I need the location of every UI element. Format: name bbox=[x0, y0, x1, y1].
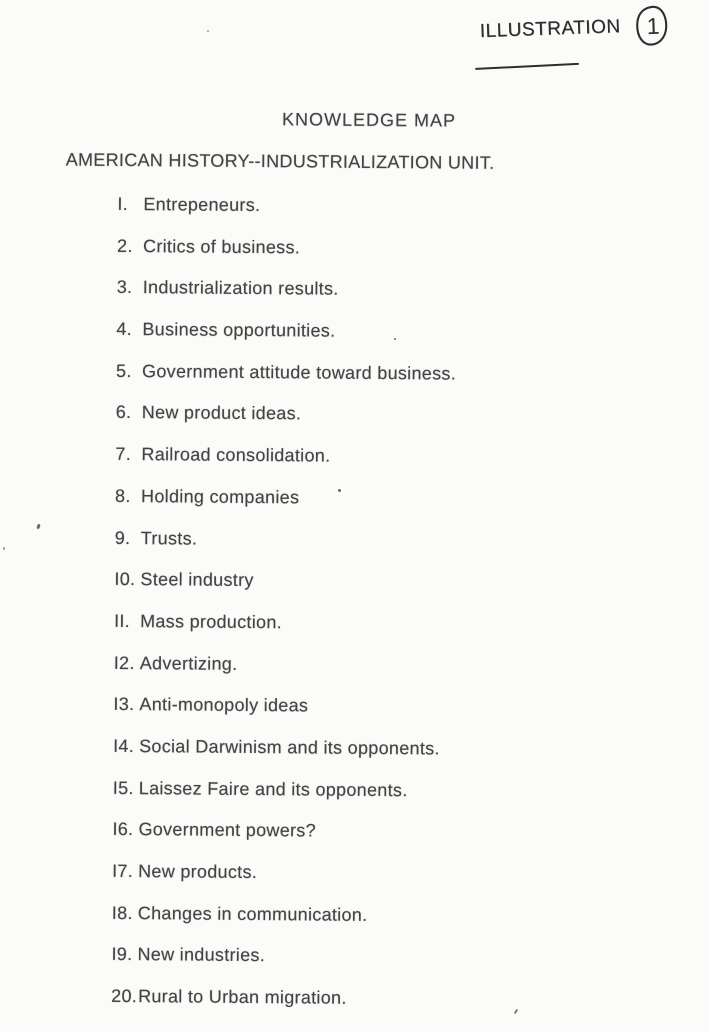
list-item bbox=[0, 985, 701, 1032]
list-item-number: 9. bbox=[114, 527, 131, 548]
list-item-number: I8. bbox=[111, 902, 133, 923]
list-item-text: Rural to Urban migration. bbox=[138, 986, 347, 1008]
list-item-number: I5. bbox=[112, 777, 134, 798]
list-item-text: Government attitude toward business. bbox=[142, 360, 457, 384]
list-item-text: Government powers? bbox=[138, 819, 317, 841]
list-item-text: Advertizing. bbox=[139, 652, 238, 674]
list-item-text: Business opportunities. bbox=[142, 319, 336, 341]
list-item-text: Critics of business. bbox=[142, 235, 301, 258]
list-item-number: 2. bbox=[116, 235, 133, 256]
list-item-number: 3. bbox=[116, 277, 133, 298]
list-item-text: Anti-monopoly ideas bbox=[139, 694, 309, 716]
list-item bbox=[0, 401, 706, 448]
list-item-number: I2. bbox=[113, 652, 135, 673]
scan-speck bbox=[3, 547, 5, 550]
list-item-text: Steel industry bbox=[140, 569, 254, 591]
list-item-number: I9. bbox=[111, 944, 133, 965]
list-item bbox=[0, 902, 702, 949]
list-item-number: 6. bbox=[115, 402, 132, 423]
list-item-number: I. bbox=[117, 193, 129, 215]
list-item-text: Laissez Faire and its opponents. bbox=[138, 777, 408, 800]
list-item-number: 20. bbox=[111, 985, 138, 1007]
list-item-text: Holding companies bbox=[141, 485, 300, 508]
list-item bbox=[0, 777, 703, 824]
list-item-text: Trusts. bbox=[140, 527, 198, 549]
figure-number-text: 1 bbox=[646, 12, 661, 40]
list-item-number: 4. bbox=[116, 318, 133, 340]
list-item-number: I6. bbox=[112, 819, 134, 840]
knowledge-map-list bbox=[0, 193, 707, 1032]
page-subtitle: AMERICAN HISTORY--INDUSTRIALIZATION UNIT. bbox=[65, 149, 495, 173]
list-item bbox=[0, 818, 703, 865]
list-item-number: I7. bbox=[112, 860, 134, 882]
list-item bbox=[0, 735, 703, 782]
illustration-label: ILLUSTRATION bbox=[479, 16, 621, 43]
list-item bbox=[0, 193, 707, 240]
list-item-number: 7. bbox=[115, 444, 132, 465]
list-item-text: Industrialization results. bbox=[142, 277, 339, 300]
list-item bbox=[0, 943, 702, 990]
list-item bbox=[0, 443, 705, 490]
list-item-number: 8. bbox=[115, 485, 131, 506]
list-item-text: New products. bbox=[138, 861, 258, 883]
list-item bbox=[0, 360, 706, 407]
list-item bbox=[0, 652, 704, 699]
list-item bbox=[0, 693, 704, 740]
scan-speck bbox=[338, 489, 341, 492]
list-item bbox=[0, 485, 705, 532]
scan-speck bbox=[394, 338, 396, 340]
list-item-number: 5. bbox=[116, 360, 132, 381]
list-item bbox=[0, 526, 705, 573]
page-title: KNOWLEDGE MAP bbox=[281, 109, 457, 131]
list-item bbox=[0, 235, 707, 282]
list-item-number: I0. bbox=[114, 569, 136, 590]
list-item bbox=[0, 610, 704, 657]
list-item-text: Railroad consolidation. bbox=[141, 444, 331, 466]
list-item-text: Mass production. bbox=[140, 610, 283, 633]
scan-speck bbox=[207, 30, 209, 32]
list-item-text: Changes in communication. bbox=[137, 902, 368, 925]
list-item bbox=[0, 276, 707, 323]
list-item-number: I4. bbox=[113, 735, 135, 757]
list-item-text: New product ideas. bbox=[141, 402, 302, 424]
list-item-text: Entrepeneurs. bbox=[143, 194, 261, 216]
list-item bbox=[0, 860, 702, 907]
list-item-text: New industries. bbox=[137, 944, 266, 966]
list-item bbox=[0, 568, 705, 615]
list-item bbox=[0, 318, 706, 365]
list-item-number: I3. bbox=[113, 694, 135, 715]
list-item-text: Social Darwinism and its opponents. bbox=[139, 736, 440, 759]
list-item-number: II. bbox=[114, 610, 131, 631]
